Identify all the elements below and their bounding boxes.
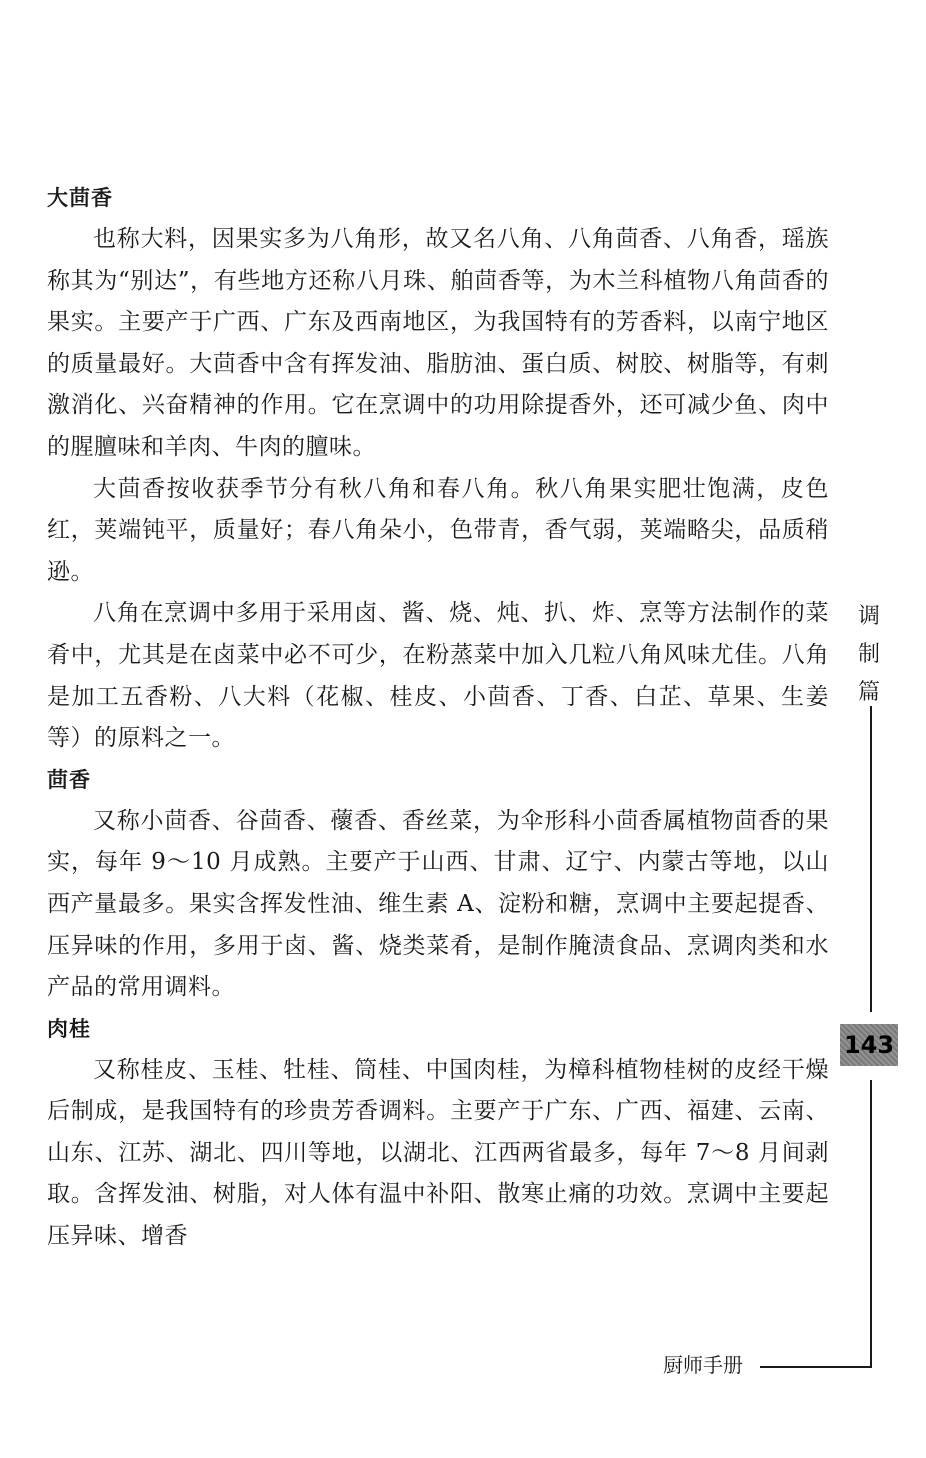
page-number: 143 xyxy=(840,1024,898,1066)
side-tab-char: 制 xyxy=(857,642,880,667)
section-heading-rougui: 肉桂 xyxy=(47,1016,91,1041)
section-heading-huixiang: 茴香 xyxy=(47,767,91,792)
section-heading-da-huixiang: 大茴香 xyxy=(47,186,113,210)
paragraph: 又称小茴香、谷茴香、蘹香、香丝菜，为伞形科小茴香属植物茴香的果实，每年 9～10 月成熟。主要产于山西、甘肃、辽宁、内蒙古等地，以山西产量最多。果实含挥发性油、维生素 A、淀粉和糖，烹调中主要起提香、压异味的作用，多用于卤、酱、烧类菜肴，是制作腌渍食品、烹调肉类和水产品的常用调料。 xyxy=(47,807,829,1001)
chapter-side-tab xyxy=(854,598,884,712)
side-tab-char: 篇 xyxy=(857,680,880,705)
paragraph: 又称桂皮、玉桂、牡桂、筒桂、中国肉桂，为樟科植物桂树的皮经干燥后制成，是我国特有的珍贵芳香调料。主要产于广东、广西、福建、云南、山东、江苏、湖北、四川等地，以湖北、江西两省最多，每年 7～8 月间剥取。含挥发油、树脂，对人体有温中补阳、散寒止痛的功效。烹调中主要起压异味、增香 xyxy=(47,1056,829,1250)
paragraph: 大茴香按收获季节分有秋八角和春八角。秋八角果实肥壮饱满，皮色红，荚端钝平，质量好；春八角朵小，色带青，香气弱，荚端略尖，品质稍逊。 xyxy=(47,475,829,585)
paragraph: 八角在烹调中多用于采用卤、酱、烧、炖、扒、炸、烹等方法制作的菜肴中，尤其是在卤菜中必不可少，在粉蒸菜中加入几粒八角风味尤佳。八角是加工五香粉、八大料（花椒、桂皮、小茴香、丁香、白芷、草果、生姜等）的原料之一。 xyxy=(47,600,829,752)
paragraph: 也称大料，因果实多为八角形，故又名八角、八角茴香、八角香，瑶族称其为“别达”，有些地方还称八月珠、舶茴香等，为木兰科植物八角茴香的果实。主要产于广西、广东及西南地区，为我国特有的芳香料，以南宁地区的质量最好。大茴香中含有挥发油、脂肪油、蛋白质、树胶、树脂等，有刺激消化、兴奋精神的作用。它在烹调中的功用除提香外，还可减少鱼、肉中的腥膻味和羊肉、牛肉的膻味。 xyxy=(47,226,829,460)
text-column xyxy=(47,178,829,1258)
footer-book-title: 厨师手册 xyxy=(663,1353,743,1377)
side-rule-top xyxy=(870,706,872,1012)
footer-rule xyxy=(760,1366,872,1368)
side-tab-char: 调 xyxy=(857,604,880,629)
side-rule-bottom xyxy=(870,1080,872,1366)
